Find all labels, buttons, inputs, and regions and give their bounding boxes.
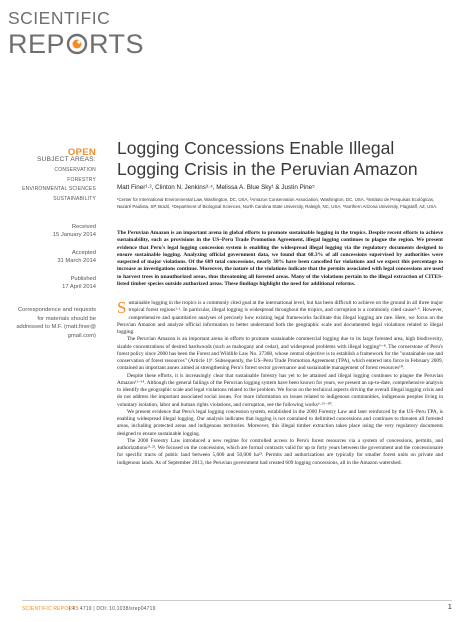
body-paragraph: Despite these efforts, it is increasingly clear that sustainable forestry has yet to be attained and illegal logging continues to plague the Peruvian Amazon¹¹⁻¹⁴. Although the general failings of the Peruvian logging system have been known for years, we present an up-to-date, comprehensive analysis to identify the geographic scale and legal violations related to the problem. We focus on the technical aspects driving the overall illegal logging crisis and do not address the important associated social issues. For more information on issues related to indigenous communities, indigenous peoples living in voluntary isolation, labor and human rights violations, and corruption, see the following works⁶·¹⁵⁻²⁰. xyxy=(117,372,443,408)
author-list: Matt Finer¹·², Clinton N. Jenkins³·⁴, Melissa A. Blue Sky¹ & Justin Pine⁵ xyxy=(117,184,315,191)
body-paragraph: We present evidence that Peru's legal logging concession system, established in the 2000 Forestry Law and later reinforced by the US–Peru TPA, is enabling widespread illegal logging. Our analysis indicates that logging is not contained to delimited concessions and continues to threaten all forested areas, including protected areas and indigenous territories. Moreover, this illegal timber extraction takes place using the very regulatory documents designed to ensure sustainable logging. xyxy=(117,408,443,437)
subject-link[interactable]: ENVIRONMENTAL SCIENCES xyxy=(22,186,96,192)
subject-link[interactable]: FORESTRY xyxy=(67,176,96,183)
page-footer xyxy=(22,604,452,616)
title-line: Logging Crisis in the Peruvian Amazon xyxy=(117,159,418,179)
paragraph-text: ustainable logging in the tropics is a commonly cited goal at the international level, but has been difficult to achieve on the ground in all three major tropical forest regions¹·². In particular, illegal logging is widespread throughout the tropics, and corruption is a commonly cited cause³·⁴. However, comprehensive and quantitative analyses of precisely how existing legal frameworks facilitate this illegal logging are rare. Here, we focus on the Peruvian Amazon and analyze official information to better understand both the geographic scale and documented legal violations related to illegal logging. xyxy=(117,300,443,335)
title-line: Logging Concessions Enable Illegal xyxy=(117,138,395,158)
open-access-label: OPEN xyxy=(67,147,96,158)
subject-link[interactable]: SUSTAINABILITY xyxy=(53,195,96,202)
footer-doi[interactable]: | 4 : 4719 | DOI: 10.1038/srep04719 xyxy=(69,606,156,612)
accepted-label: Accepted xyxy=(71,250,96,256)
page-number: 1 xyxy=(447,604,452,611)
logo-globe-icon xyxy=(66,33,88,55)
abstract: The Peruvian Amazon is an important arena in global efforts to promote sustainable logging in the tropics. Despite recent efforts to achieve sustainability, such as provisions in the US–Peru Trade Promotion Agreement, illegal logging continues to plague the region. We present evidence that Peru's legal logging concession system is enabling the widespread illegal logging via the regulatory documents designed to ensure sustainable logging. Analyzing official government data, we found that 68.3% of all concessions supervised by authorities were suspected of major violations. Of the 609 total concessions, nearly 30% have been cancelled for violations and we expect this percentage to increase as investigations continue. Moreover, the nature of the violations indicate that the permits associated with legal concessions are used to harvest trees in unauthorized areas, thus threatening all forested areas. Many of the violations pertain to the illegal extraction of CITES-listed timber species outside authorized areas. These findings highlight the need for additional reforms. xyxy=(117,230,443,288)
body-paragraph xyxy=(117,300,443,336)
article-body xyxy=(117,300,443,467)
article-dates xyxy=(10,223,96,291)
logo-reports-post: RTS xyxy=(89,28,145,59)
body-paragraph: The 2000 Forestry Law introduced a new regime for controlled access to Peru's forest resources via a system of concessions, permits, and authorizations²¹·²². We focused on the concessions, which are formal contracts valid for up to forty years between the government and the concessionaire for specific tracts of public land between 5,000 and 50,000 ha²³. Permits and authorizations are typically for smaller forest units on private and indigenous lands. As of September 2013, the Peruvian government had created 609 logging concessions, all in the Amazon watershed. xyxy=(117,437,443,466)
published-label: Published xyxy=(70,276,96,282)
received-date: 15 January 2014 xyxy=(52,232,96,238)
subject-link[interactable]: CONSERVATION xyxy=(54,167,96,173)
body-paragraph: The Peruvian Amazon is an important arena in efforts to promote sustainable commercial logging due to its large forested area, high biodiversity, sizable concentrations of desired hardwoods (such as mahogany and cedar), and widespread problems with illegal logging⁵⁻⁸. The cornerstone of Peru's forest policy since 2000 has been the Forest and Wildlife Law No. 27308, whose central objective is to establish a framework for the "sustainable use and conservation of forest resources" (Article 1)⁹. Subsequently, the US–Peru Trade Promotion Agreement (TPA), which entered into force in February 2009, contained an important annex aimed at strengthening Peru's forest sector governance and sustainable management of forest resources¹⁰. xyxy=(117,336,443,372)
correspondence-note: Correspondence and requests for materials should be addressed to M.F. (matt.finer@ gmail.com) xyxy=(16,307,96,339)
affiliations: ¹Center for International Environmental Law, Washington, DC, USA, ²Amazon Conservation Association, Washington, DC, USA, ³Instituto de Pesquisas Ecológicas, Nazaré Paulista, SP, Brazil, ⁴Department of Biological Sciences, North Carolina State University, Raleigh, NC, USA, ⁵Northern Arizona University, Flagstaff, AZ, USA. xyxy=(117,197,438,209)
drop-cap: S xyxy=(117,298,127,317)
logo-reports-pre: REP xyxy=(8,28,66,59)
accepted-date: 31 March 2014 xyxy=(57,258,96,264)
subject-areas-list xyxy=(10,166,96,204)
logo-scientific: SCIENTIFIC xyxy=(8,8,111,28)
logo-reports xyxy=(8,28,144,60)
footer-divider xyxy=(22,600,452,601)
article-title xyxy=(117,138,457,180)
footer-journal-name: SCIENTIFIC REPORTS xyxy=(22,606,79,612)
subject-areas-heading: SUBJECT AREAS: xyxy=(37,156,96,163)
journal-logo xyxy=(8,8,145,62)
published-date: 17 April 2014 xyxy=(62,284,96,290)
received-label: Received xyxy=(71,224,96,230)
